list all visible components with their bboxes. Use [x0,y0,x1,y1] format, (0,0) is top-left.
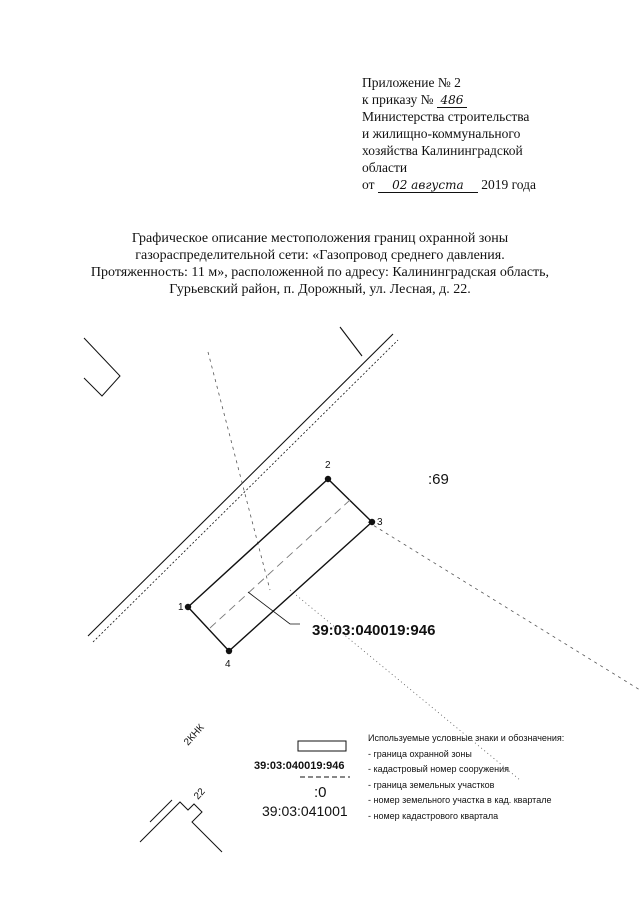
appendix-line-3: Министерства строительства [362,109,530,124]
building-outline-1 [84,338,120,396]
appendix-line-6: области [362,160,408,175]
legend-sample-quarter-number: 39:03:041001 [262,803,348,819]
label-leader-line [248,592,300,624]
order-number-handwritten: 486 [437,93,467,108]
legend-header: Используемые условные знаки и обозначения: [368,733,565,743]
legend-sample-structure-number: 39:03:040019:946 [254,760,345,772]
vertex-1-marker [185,604,191,610]
legend-item-structure: - кадастровый номер сооружения [368,764,509,774]
vertex-3-marker [369,519,375,525]
building-outline-2 [140,802,222,852]
road-edge-line-1 [88,334,393,636]
buildings-bottom-left [140,800,222,852]
parcel-boundary-1 [208,352,270,590]
building-outline-top [84,338,120,396]
building-outline-3 [150,800,172,822]
vertex-3-label: 3 [377,517,383,528]
title-line-2: газораспределительной сети: «Газопровод среднего давления. [135,248,505,263]
legend-item-parcel-boundary: - граница земельных участков [368,779,495,790]
date-prefix: от [362,177,375,192]
vertex-1-label: 1 [178,602,184,613]
land-parcel-boundaries [208,352,640,780]
road-spur-line [340,327,362,356]
legend [368,731,564,824]
parcel-boundary-2 [368,522,640,690]
vertex-2-label: 2 [325,460,331,471]
vertex-2-marker [325,476,331,482]
house-number-label: 22 [192,786,208,803]
gas-pipeline-line [210,500,350,628]
legend-sample-zone [298,741,346,751]
title-line-1: Графическое описание местоположения границ охранной зоны [131,231,509,246]
appendix-line-1: Приложение № 2 [362,75,461,90]
date-suffix: 2019 года [481,177,537,192]
legend-item-zone: - граница охранной зоны [368,748,472,759]
vertex-4-marker [226,648,232,654]
legend-sample-parcel-number: :0 [314,784,327,801]
appendix-line-4: и жилищно-коммунального [362,126,521,141]
title-line-4: Гурьевский район, п. Дорожный, ул. Лесная, д. 22. [169,282,471,297]
vertex-4-label: 4 [225,659,231,670]
title-line-3: Протяженность: 11 м», расположенной по адресу: Калининградская область, [90,265,550,280]
road-label: 2КНК [182,722,207,749]
road-edge-line-2 [93,340,398,642]
order-prefix: к приказу № [362,92,434,107]
road-boundary-lines [88,327,398,642]
legend-item-parcel-number: - номер земельного участка в кад. квартале [368,795,552,805]
structure-cadastral-number: 39:03:040019:946 [312,622,436,639]
appendix-line-5: хозяйства Калининградской [362,143,523,158]
date-handwritten: 02 августа [378,178,478,193]
parcel-number-label: :69 [428,471,449,488]
legend-item-quarter-number: - номер кадастрового квартала [368,810,499,821]
